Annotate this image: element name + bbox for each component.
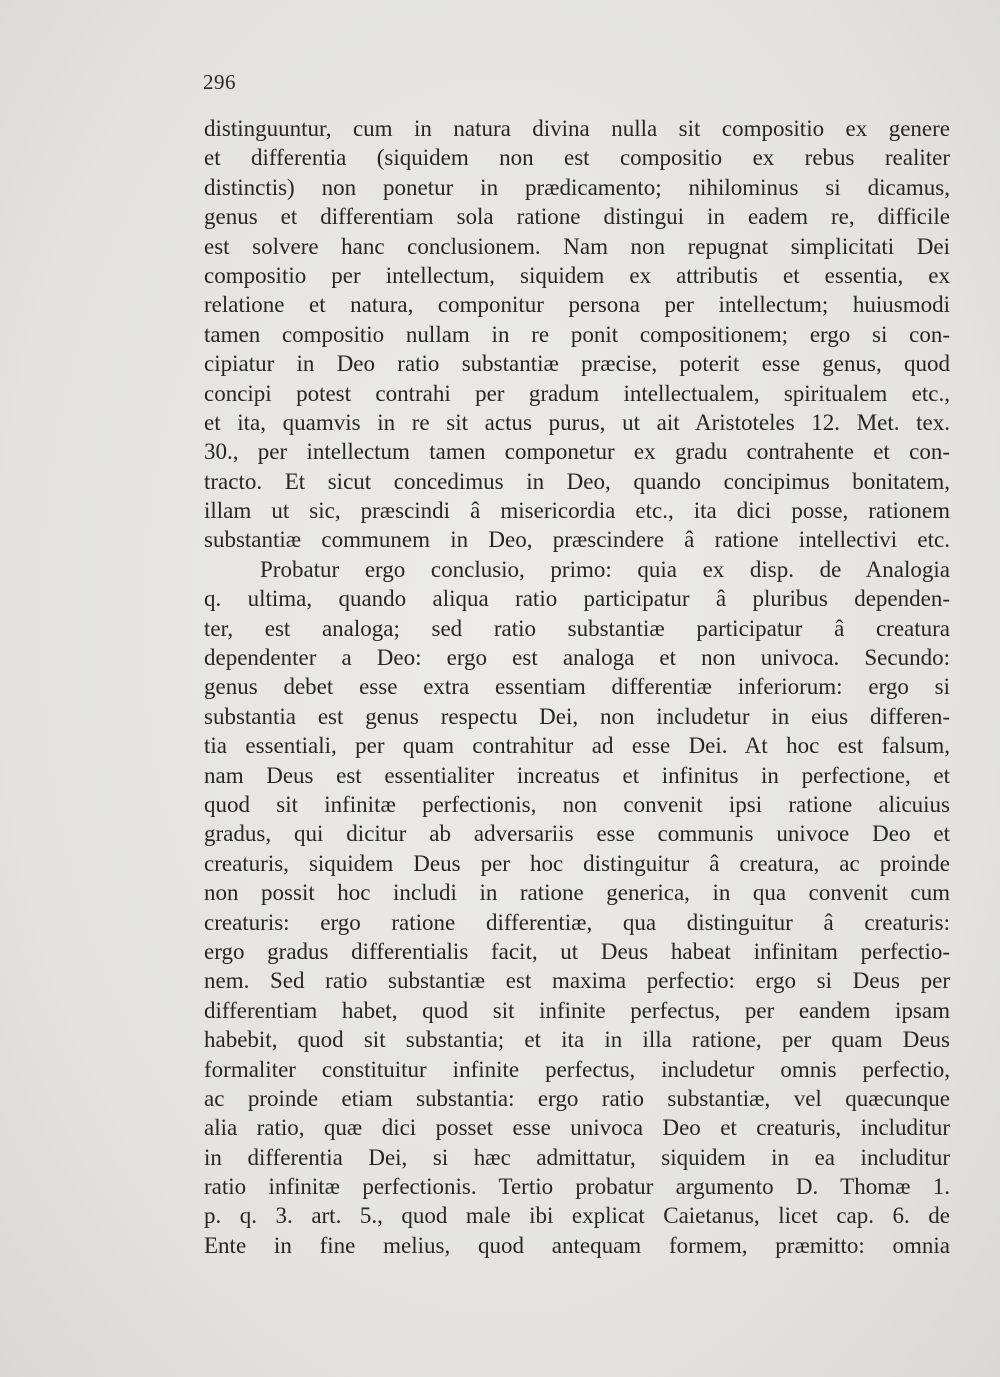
text-line: ter, est analoga; sed ratio substantiæ participatur â creatura bbox=[204, 615, 950, 641]
text-line: q. ultima, quando aliqua ratio participatur â pluribus dependen- bbox=[204, 586, 950, 612]
body-text bbox=[204, 114, 950, 1260]
text-line: ergo gradus differentialis facit, ut Deus habeat infinitam perfectio- bbox=[204, 938, 950, 964]
text-line: nem. Sed ratio substantiæ est maxima perfectio: ergo si Deus per bbox=[204, 968, 950, 994]
text-line: substantiæ communem in Deo, præscindere â ratione intellectivi etc. bbox=[204, 527, 950, 553]
text-line: substantia est genus respectu Dei, non includetur in eius differen- bbox=[204, 703, 950, 729]
text-line: ac proinde etiam substantia: ergo ratio substantiæ, vel quæcunque bbox=[204, 1085, 950, 1111]
text-line: 30., per intellectum tamen componetur ex gradu contrahente et con- bbox=[204, 439, 950, 465]
text-line: habebit, quod sit substantia; et ita in illa ratione, per quam Deus bbox=[204, 1027, 950, 1053]
text-line: tracto. Et sicut concedimus in Deo, quando concipimus bonitatem, bbox=[204, 468, 950, 494]
text-line: p. q. 3. art. 5., quod male ibi explicat Caietanus, licet cap. 6. de bbox=[204, 1203, 950, 1229]
text-line: distinguuntur, cum in natura divina nulla sit compositio ex genere bbox=[204, 116, 950, 141]
text-line: est solvere hanc conclusionem. Nam non repugnat simplicitati Dei bbox=[204, 233, 950, 259]
text-line: tia essentiali, per quam contrahitur ad esse Dei. At hoc est falsum, bbox=[204, 733, 950, 759]
text-line: formaliter constituitur infinite perfectus, includetur omnis perfectio, bbox=[204, 1056, 950, 1082]
text-line: creaturis: ergo ratione differentiæ, qua distinguitur â creaturis: bbox=[204, 909, 950, 935]
text-line: nam Deus est essentialiter increatus et infinitus in perfectione, et bbox=[204, 762, 950, 788]
text-line: genus et differentiam sola ratione distingui in eadem re, difficile bbox=[204, 204, 950, 230]
text-line: tamen compositio nullam in re ponit compositionem; ergo si con- bbox=[204, 321, 950, 347]
text-line: ratio infinitæ perfectionis. Tertio probatur argumento D. Thomæ 1. bbox=[204, 1174, 950, 1200]
text-line: differentiam habet, quod sit infinite perfectus, per eandem ipsam bbox=[204, 997, 950, 1023]
text-line: in differentia Dei, si hæc admittatur, siquidem in ea includitur bbox=[204, 1144, 950, 1170]
text-line: illam ut sic, præscindi â misericordia etc., ita dici posse, rationem bbox=[204, 498, 950, 524]
text-line: distinctis) non ponetur in prædicamento; nihilominus si dicamus, bbox=[204, 174, 950, 200]
text-line: compositio per intellectum, siquidem ex attributis et essentia, ex bbox=[204, 262, 950, 288]
text-line: non possit hoc includi in ratione generica, in qua convenit cum bbox=[204, 880, 950, 906]
text-line: genus debet esse extra essentiam differentiæ inferiorum: ergo si bbox=[204, 674, 950, 700]
text-line: Ente in fine melius, quod antequam formem, præmitto: omnia bbox=[204, 1232, 950, 1258]
page-number: 296 bbox=[203, 70, 236, 94]
text-line: quod sit infinitæ perfectionis, non convenit ipsi ratione alicuius bbox=[204, 791, 950, 817]
text-line: et ita, quamvis in re sit actus purus, ut ait Aristoteles 12. Met. tex. bbox=[204, 409, 950, 435]
text-line: Probatur ergo conclusio, primo: quia ex disp. de Analogia bbox=[260, 556, 950, 582]
text-line: dependenter a Deo: ergo est analoga et non univoca. Secundo: bbox=[204, 645, 950, 671]
text-line: cipiatur in Deo ratio substantiæ præcise, poterit esse genus, quod bbox=[204, 351, 950, 377]
text-line: creaturis, siquidem Deus per hoc distinguitur â creatura, ac proinde bbox=[204, 850, 950, 876]
text-line: alia ratio, quæ dici posset esse univoca Deo et creaturis, includitur bbox=[204, 1115, 950, 1141]
text-line: relatione et natura, componitur persona per intellectum; huiusmodi bbox=[204, 292, 950, 318]
text-line: et differentia (siquidem non est compositio ex rebus realiter bbox=[204, 145, 950, 171]
text-line: gradus, qui dicitur ab adversariis esse communis univoce Deo et bbox=[204, 821, 950, 847]
text-line: concipi potest contrahi per gradum intellectualem, spiritualem etc., bbox=[204, 380, 950, 406]
